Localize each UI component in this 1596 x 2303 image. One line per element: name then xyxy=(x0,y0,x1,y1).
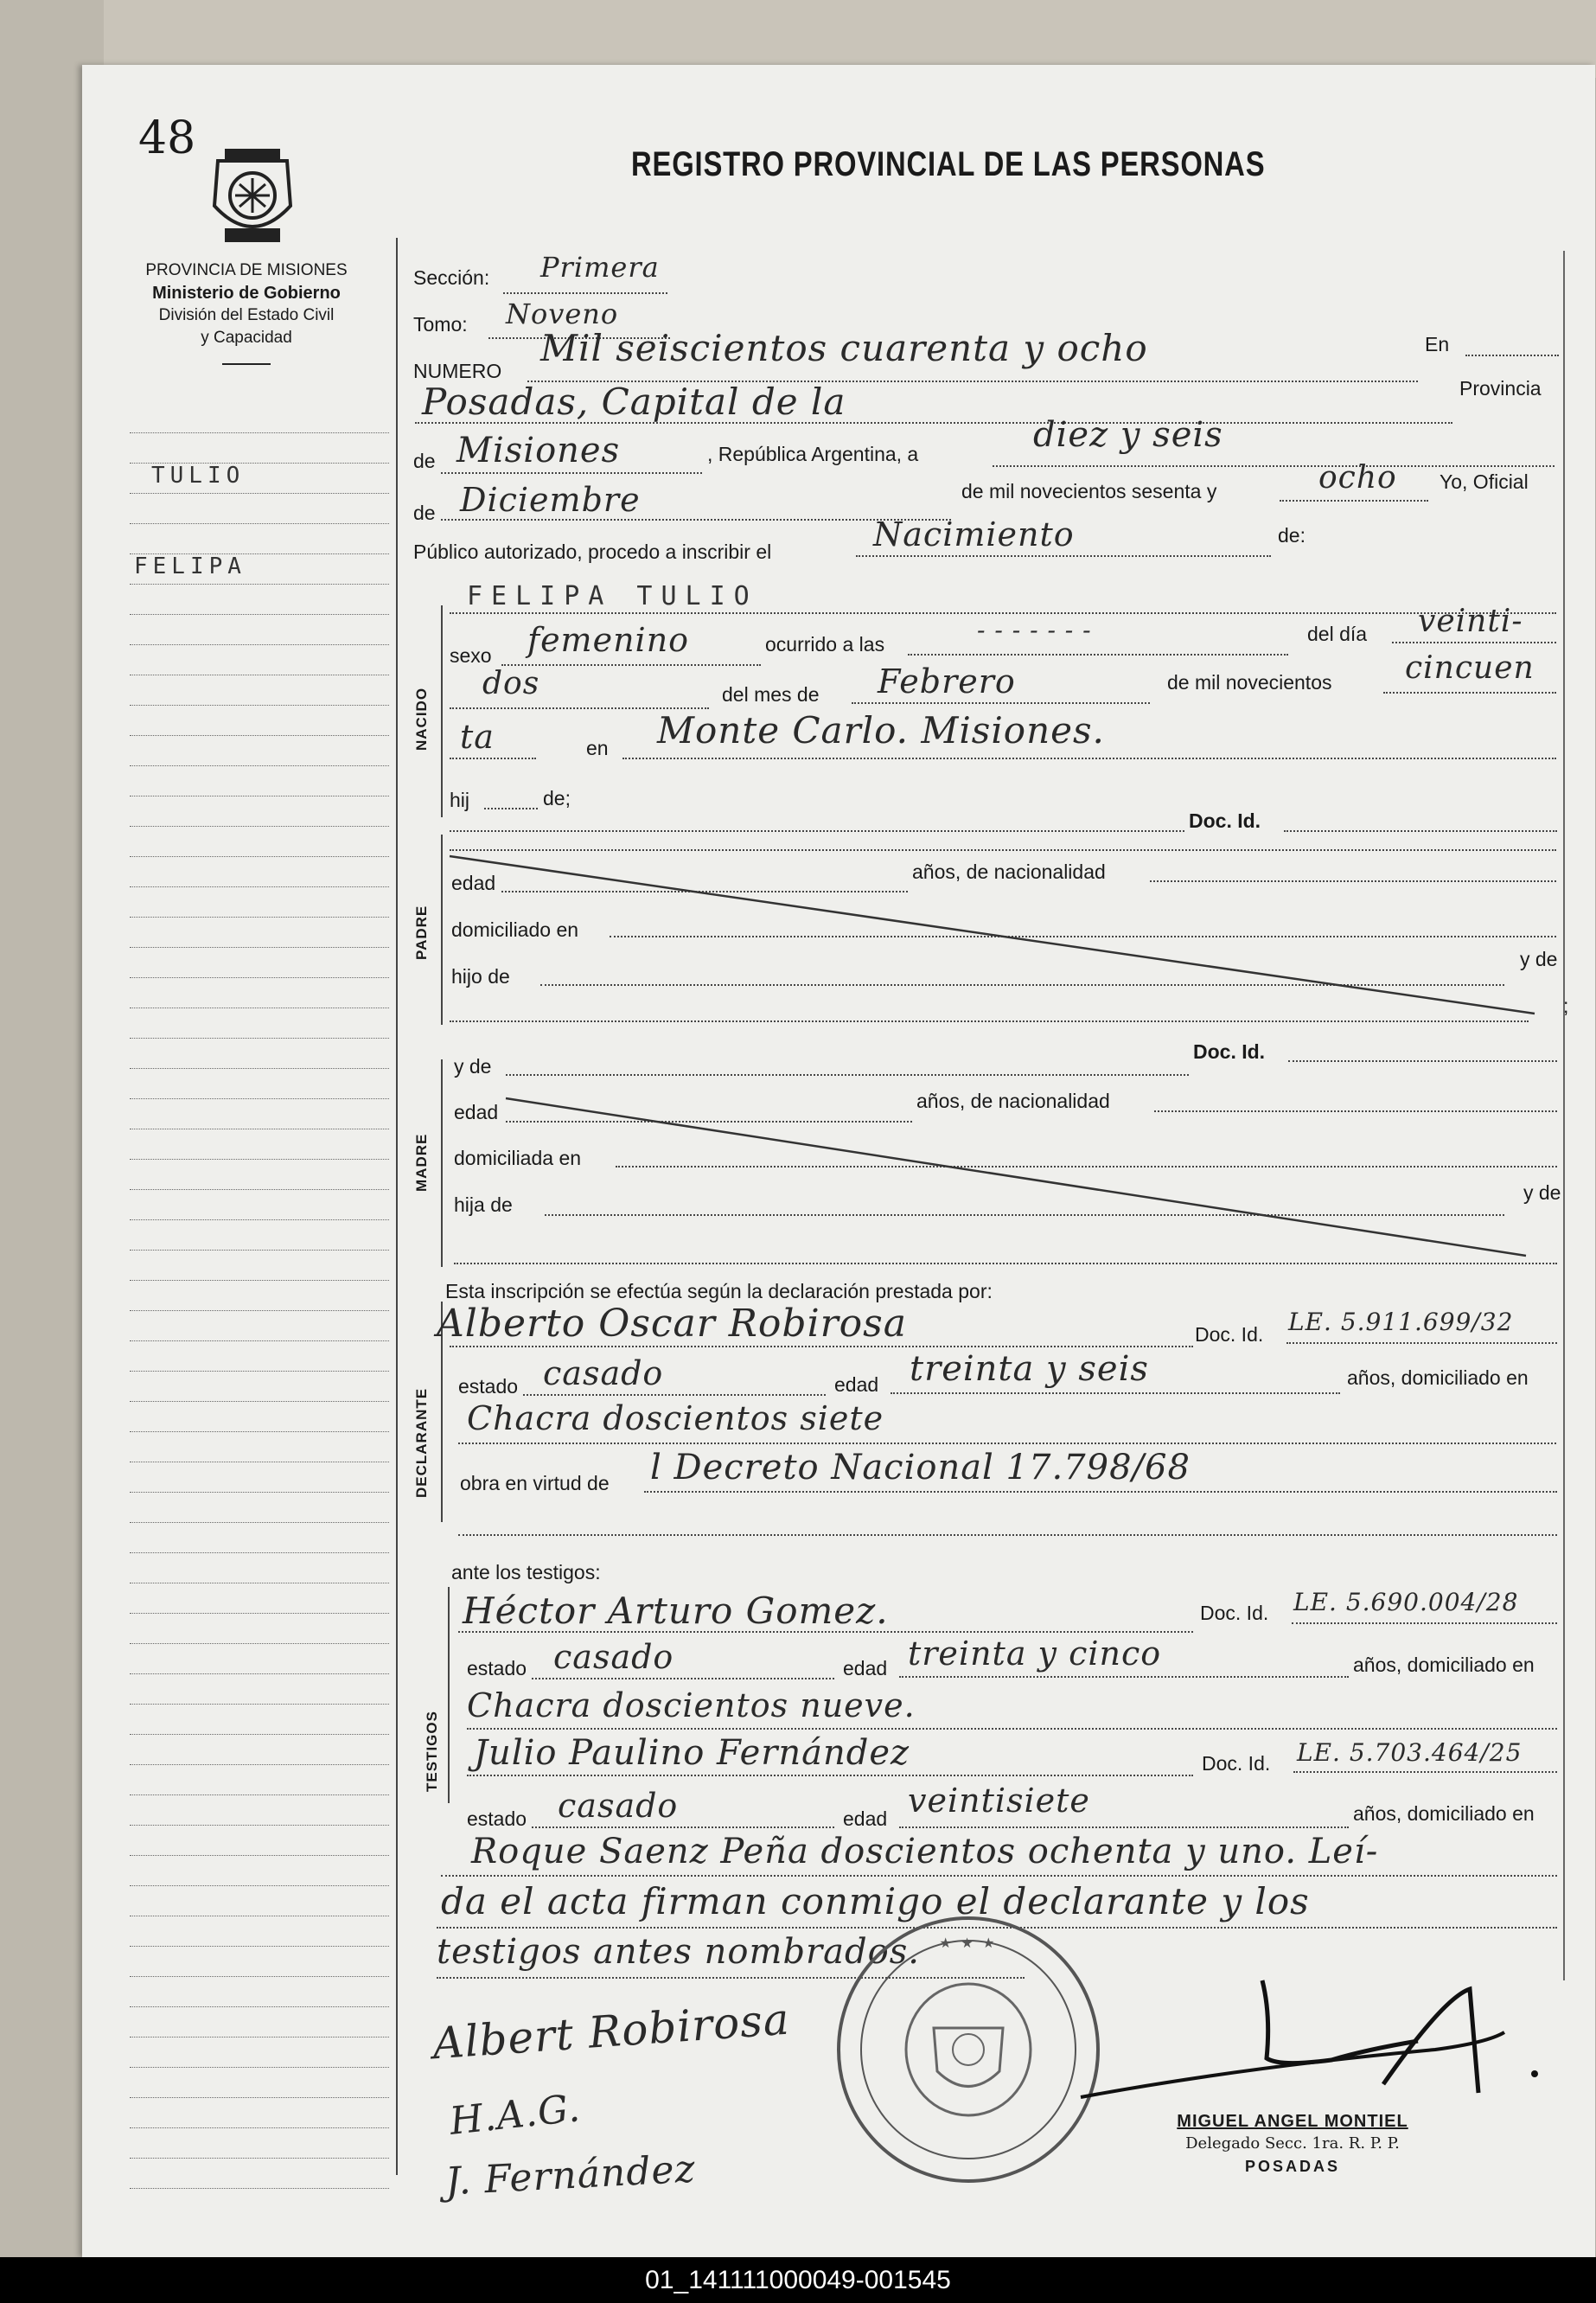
testigo2-estado-label: estado xyxy=(467,1807,527,1830)
testigo1-domicilio-value: Chacra doscientos nueve. xyxy=(467,1686,916,1724)
testigo1-doc-label: Doc. Id. xyxy=(1200,1602,1269,1624)
declarante-doc-value: LE. 5.911.699/32 xyxy=(1288,1308,1514,1336)
tomo-label: Tomo: xyxy=(413,313,468,336)
de-label: de xyxy=(413,450,436,472)
padre-hijo-label: hijo de xyxy=(451,965,510,988)
sexo-value: femenino xyxy=(527,621,690,659)
signature-testigo2: J. Fernández xyxy=(444,2146,697,2204)
testigo2-nombre: Julio Paulino Fernández xyxy=(474,1733,910,1773)
de-label: de; xyxy=(543,787,571,809)
madre-edad-label: edad xyxy=(454,1101,499,1123)
nacido-nombre: FELIPA TULIO xyxy=(467,581,758,611)
agency-line-3: División del Estado Civil xyxy=(158,306,335,324)
margin-surname: TULIO xyxy=(151,463,246,489)
lugar-value: Monte Carlo. Misiones. xyxy=(657,709,1105,752)
testigo1-edad-label: edad xyxy=(843,1657,888,1679)
page-number: 48 xyxy=(138,112,196,164)
nacido-section-label: NACIDO xyxy=(413,687,430,751)
publico-label: Público autorizado, procedo a inscribir el xyxy=(413,541,772,563)
padre-edad-label: edad xyxy=(451,872,496,894)
testigo2-domicilio-label: años, domiciliado en xyxy=(1353,1802,1535,1825)
padre-strike-line xyxy=(450,856,1535,1014)
oficial-label: Yo, Oficial xyxy=(1440,470,1529,493)
declarante-domicilio-label: años, domiciliado en xyxy=(1347,1366,1529,1389)
en-label: En xyxy=(1425,333,1450,355)
acto-value: Nacimiento xyxy=(873,515,1075,553)
testigo1-estado-label: estado xyxy=(467,1657,527,1679)
seccion-label: Sección: xyxy=(413,266,490,289)
declarante-estado-label: estado xyxy=(458,1375,519,1398)
closing-line-1: da el acta firman conmigo el declarante y los xyxy=(441,1880,1310,1922)
seccion-value: Primera xyxy=(540,251,660,284)
testigo2-estado-value: casado xyxy=(558,1787,679,1825)
padre-section-label: PADRE xyxy=(413,905,430,960)
declarante-estado-value: casado xyxy=(543,1354,664,1392)
padre-yde-label: y de xyxy=(1520,948,1558,970)
testigos-section-label: TESTIGOS xyxy=(424,1711,440,1792)
official-name: MIGUEL ANGEL MONTIEL xyxy=(1177,2112,1408,2131)
declarante-domicilio-value: Chacra doscientos siete xyxy=(467,1399,884,1437)
signature-declarante: Albert Robirosa xyxy=(431,1993,792,2070)
anio-label: de mil novecientos sesenta y xyxy=(961,480,1217,502)
agency-line-4: y Capacidad xyxy=(201,329,292,347)
declarante-section-label: DECLARANTE xyxy=(413,1387,430,1498)
provincia-value: Misiones xyxy=(456,431,621,470)
testigo1-domicilio-label: años, domiciliado en xyxy=(1353,1654,1535,1676)
anio-value-2: ta xyxy=(460,718,495,756)
agency-line-2: Ministerio de Gobierno xyxy=(152,284,341,303)
official-title: Delegado Secc. 1ra. R. P. P. xyxy=(1185,2134,1400,2153)
declarante-obra-value: l Decreto Nacional 17.798/68 xyxy=(650,1448,1191,1487)
declarante-nombre: Alberto Oscar Robirosa xyxy=(437,1302,907,1346)
ocurrido-label: ocurrido a las xyxy=(765,633,885,656)
official-stamp xyxy=(1120,2110,1465,2178)
testigo1-nombre: Héctor Arturo Gomez. xyxy=(463,1590,889,1632)
anio-value: ocho xyxy=(1318,460,1397,496)
hora-value: - - - - - - - xyxy=(977,616,1092,644)
madre-doc-label: Doc. Id. xyxy=(1193,1040,1266,1063)
provincia-label: Provincia xyxy=(1459,377,1542,400)
margin-firstname: FELIPA xyxy=(134,553,246,579)
dia-label: del día xyxy=(1307,623,1368,645)
testigo1-edad-value: treinta y cinco xyxy=(908,1634,1162,1673)
en-label: en xyxy=(586,737,609,759)
testigo1-estado-value: casado xyxy=(553,1638,674,1676)
testigo2-domicilio-value: Roque Saenz Peña doscientos ochenta y uno. Leí- xyxy=(471,1832,1379,1871)
de3-label: de: xyxy=(1278,524,1306,547)
signature-oficial xyxy=(1072,1963,1556,2101)
numero-value: Mil seiscientos cuarenta y ocho xyxy=(540,327,1148,369)
testigo2-doc-value: LE. 5.703.464/25 xyxy=(1297,1738,1523,1767)
mes-value: Diciembre xyxy=(460,481,641,519)
madre-domicilio-label: domiciliada en xyxy=(454,1147,582,1169)
madre-nacionalidad-label: años, de nacionalidad xyxy=(916,1090,1110,1112)
signature-testigo1: H.A.G. xyxy=(447,2086,583,2144)
testigo2-edad-label: edad xyxy=(843,1807,888,1830)
anio-label: de mil novecientos xyxy=(1167,671,1332,694)
hij-label: hij xyxy=(450,789,470,811)
padre-nacionalidad-label: años, de nacionalidad xyxy=(912,860,1106,883)
mes-value: Febrero xyxy=(878,662,1016,700)
declarante-doc-label: Doc. Id. xyxy=(1195,1323,1264,1346)
testigo1-doc-value: LE. 5.690.004/28 xyxy=(1293,1588,1519,1616)
official-city: POSADAS xyxy=(1244,2158,1340,2175)
lugar-value: Posadas, Capital de la xyxy=(422,381,846,423)
testigo2-edad-value: veintisiete xyxy=(908,1782,1090,1820)
anio-value-1: cincuen xyxy=(1405,650,1535,686)
dia-value-1: veinti- xyxy=(1418,604,1523,639)
declarante-intro: Esta inscripción se efectúa según la declaración prestada por: xyxy=(445,1280,993,1302)
madre-yde2-label: y de xyxy=(1523,1181,1561,1204)
madre-strike-line xyxy=(506,1098,1526,1256)
madre-hija-label: hija de xyxy=(454,1193,513,1216)
sexo-label: sexo xyxy=(450,644,492,667)
padre-end-mark: ; xyxy=(1563,995,1569,1017)
padre-domicilio-label: domiciliado en xyxy=(451,918,579,941)
madre-section-label: MADRE xyxy=(413,1133,430,1192)
declarante-obra-label: obra en virtud de xyxy=(460,1472,610,1494)
testigos-intro: ante los testigos: xyxy=(451,1561,601,1583)
dia-value: diez y seis xyxy=(1033,415,1223,455)
dia-value-2: dos xyxy=(482,666,540,701)
official-seal-icon xyxy=(830,1911,1107,2188)
closing-line-2: testigos antes nombrados. xyxy=(437,1932,920,1972)
republica-label: , República Argentina, a xyxy=(707,443,919,465)
doc-label: Doc. Id. xyxy=(1189,809,1261,832)
declarante-edad-value: treinta y seis xyxy=(910,1349,1149,1389)
de2-label: de xyxy=(413,502,436,524)
mes-label: del mes de xyxy=(722,683,820,706)
numero-label: NUMERO xyxy=(413,360,502,382)
page-title: REGISTRO PROVINCIAL DE LAS PERSONAS xyxy=(631,145,1266,183)
tomo-value: Noveno xyxy=(506,297,619,330)
testigos-rule xyxy=(448,1587,450,1803)
svg-text:★ ★ ★: ★ ★ ★ xyxy=(939,1936,998,1951)
footer-id-bar xyxy=(0,2257,1596,2303)
agency-line-1: PROVINCIA DE MISIONES xyxy=(145,261,348,279)
footer-id: 01_141111000049-001545 xyxy=(645,2266,951,2294)
madre-yde-label: y de xyxy=(454,1055,492,1078)
testigo2-doc-label: Doc. Id. xyxy=(1202,1752,1271,1775)
declarante-edad-label: edad xyxy=(834,1373,879,1396)
